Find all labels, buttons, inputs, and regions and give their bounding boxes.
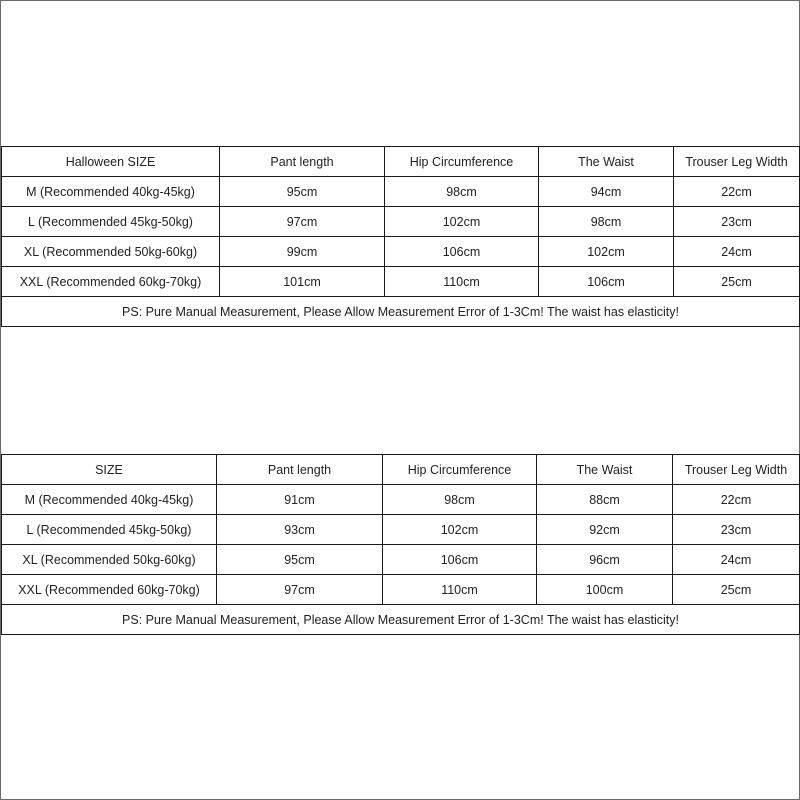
table-row [2, 575, 800, 605]
pant-length-cell: 101cm [220, 267, 385, 297]
header-trouser-leg-width: Trouser Leg Width [674, 147, 800, 177]
hip-cell: 106cm [385, 237, 539, 267]
leg-width-cell: 22cm [673, 485, 800, 515]
waist-cell: 106cm [539, 267, 674, 297]
table-row [2, 515, 800, 545]
table-row [2, 177, 800, 207]
table-row [2, 207, 800, 237]
waist-cell: 100cm [537, 575, 673, 605]
header-pant-length: Pant length [217, 455, 383, 485]
pant-length-cell: 91cm [217, 485, 383, 515]
hip-cell: 102cm [385, 207, 539, 237]
leg-width-cell: 25cm [673, 575, 800, 605]
leg-width-cell: 25cm [674, 267, 800, 297]
leg-width-cell: 23cm [674, 207, 800, 237]
size-chart-table [1, 454, 800, 635]
size-cell: M (Recommended 40kg-45kg) [2, 177, 220, 207]
hip-cell: 98cm [385, 177, 539, 207]
measurement-note: PS: Pure Manual Measurement, Please Allow Measurement Error of 1-3Cm! The waist has elasticity! [2, 297, 800, 327]
size-cell: M (Recommended 40kg-45kg) [2, 485, 217, 515]
size-cell: XL (Recommended 50kg-60kg) [2, 237, 220, 267]
waist-cell: 98cm [539, 207, 674, 237]
leg-width-cell: 24cm [673, 545, 800, 575]
header-hip-circumference: Hip Circumference [385, 147, 539, 177]
table-row [2, 485, 800, 515]
header-pant-length: Pant length [220, 147, 385, 177]
waist-cell: 94cm [539, 177, 674, 207]
leg-width-cell: 23cm [673, 515, 800, 545]
size-cell: L (Recommended 45kg-50kg) [2, 207, 220, 237]
header-trouser-leg-width: Trouser Leg Width [673, 455, 800, 485]
pant-length-cell: 95cm [217, 545, 383, 575]
waist-cell: 96cm [537, 545, 673, 575]
hip-cell: 102cm [383, 515, 537, 545]
waist-cell: 88cm [537, 485, 673, 515]
pant-length-cell: 97cm [220, 207, 385, 237]
note-row [2, 605, 800, 635]
size-cell: XXL (Recommended 60kg-70kg) [2, 267, 220, 297]
header-size: Halloween SIZE [2, 147, 220, 177]
waist-cell: 92cm [537, 515, 673, 545]
table-row [2, 267, 800, 297]
table-row [2, 237, 800, 267]
hip-cell: 106cm [383, 545, 537, 575]
table-row [2, 545, 800, 575]
table-header-row [2, 455, 800, 485]
leg-width-cell: 22cm [674, 177, 800, 207]
size-chart-table-halloween [1, 146, 800, 327]
measurement-note: PS: Pure Manual Measurement, Please Allow Measurement Error of 1-3Cm! The waist has elasticity! [2, 605, 800, 635]
header-waist: The Waist [539, 147, 674, 177]
leg-width-cell: 24cm [674, 237, 800, 267]
pant-length-cell: 95cm [220, 177, 385, 207]
header-size: SIZE [2, 455, 217, 485]
note-row [2, 297, 800, 327]
pant-length-cell: 93cm [217, 515, 383, 545]
size-cell: XXL (Recommended 60kg-70kg) [2, 575, 217, 605]
hip-cell: 110cm [385, 267, 539, 297]
size-cell: XL (Recommended 50kg-60kg) [2, 545, 217, 575]
pant-length-cell: 97cm [217, 575, 383, 605]
waist-cell: 102cm [539, 237, 674, 267]
header-hip-circumference: Hip Circumference [383, 455, 537, 485]
size-cell: L (Recommended 45kg-50kg) [2, 515, 217, 545]
pant-length-cell: 99cm [220, 237, 385, 267]
table-header-row [2, 147, 800, 177]
header-waist: The Waist [537, 455, 673, 485]
hip-cell: 110cm [383, 575, 537, 605]
hip-cell: 98cm [383, 485, 537, 515]
